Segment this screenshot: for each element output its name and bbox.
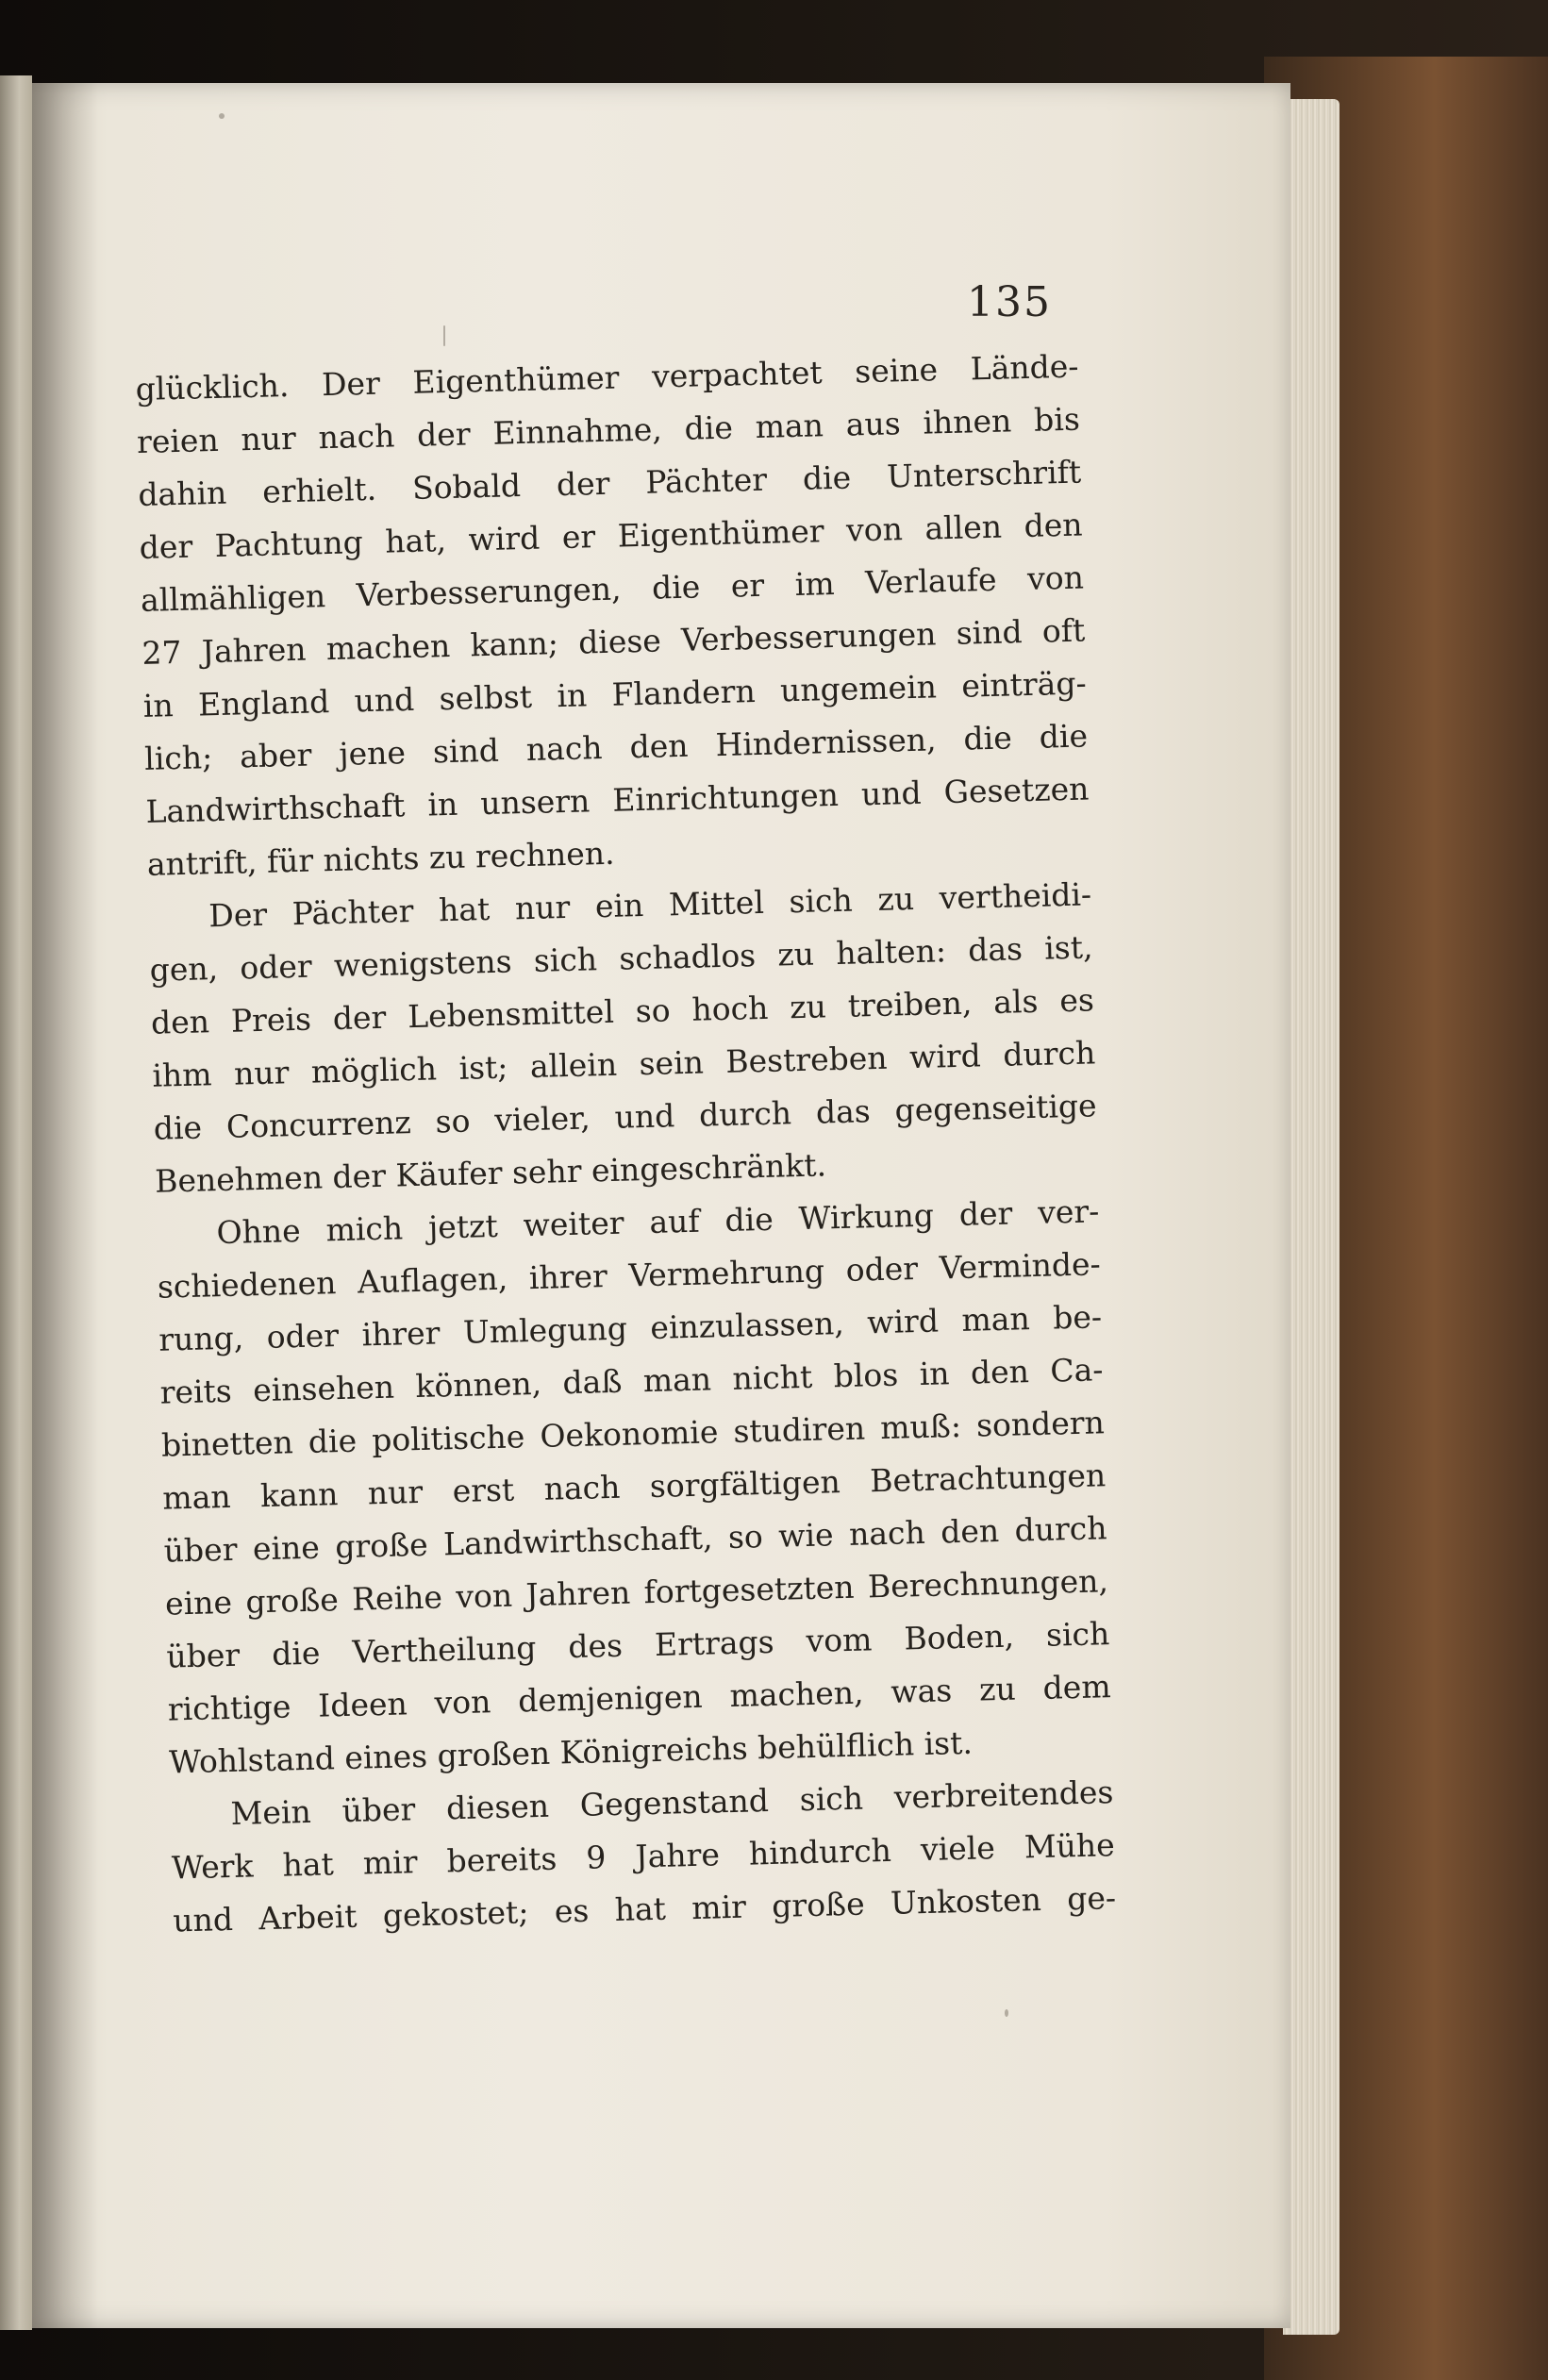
text-line: reits einsehen können, daß man nicht blos in den Ca- bbox=[159, 1351, 1104, 1411]
text-line: die Concurrenz so vieler, und durch das gegenseitige bbox=[153, 1087, 1098, 1147]
text-line: den Preis der Lebensmittel so hoch zu treiben, als es bbox=[150, 981, 1095, 1041]
text-line: Landwirthschaft in unsern Einrichtungen und Gesetzen bbox=[145, 770, 1090, 830]
text-line: eine große Reihe von Jahren fortgesetzten Berechnungen, bbox=[164, 1562, 1109, 1623]
paragraph bbox=[135, 341, 1090, 891]
text-line: Wohlstand eines großen Königreichs behülflich ist. bbox=[168, 1723, 974, 1781]
body-text bbox=[135, 341, 1117, 1948]
text-line: man kann nur erst nach sorgfältigen Betrachtungen bbox=[161, 1456, 1107, 1517]
text-line: richtige Ideen von demjenigen machen, was zu dem bbox=[167, 1668, 1112, 1728]
text-line: der Pachtung hat, wird er Eigenthümer von allen den bbox=[139, 506, 1083, 566]
text-line: über eine große Landwirthschaft, so wie nach den durch bbox=[163, 1509, 1107, 1570]
text-line: in England und selbst in Flandern ungemein einträg- bbox=[142, 664, 1088, 724]
text-line: reien nur nach der Einnahme, die man aus ihnen bis bbox=[136, 400, 1081, 460]
text-line: schiedenen Auflagen, ihrer Vermehrung oder Verminde- bbox=[157, 1245, 1102, 1306]
text-line: Mein über diesen Gegenstand sich verbreitendes bbox=[230, 1773, 1114, 1832]
text-line: gen, oder wenigstens sich schadlos zu halten: das ist, bbox=[149, 928, 1093, 989]
page-stack-edge bbox=[1283, 99, 1340, 2335]
page-number: 135 bbox=[967, 278, 1052, 326]
text-line: antrift, für nichts zu rechnen. bbox=[146, 834, 615, 883]
paper-speck bbox=[1005, 2009, 1008, 2017]
paragraph bbox=[170, 1766, 1117, 1947]
text-line: Benehmen der Käufer sehr eingeschränkt. bbox=[154, 1146, 827, 1200]
facing-page-edge bbox=[0, 75, 32, 2330]
text-line: ihm nur möglich ist; allein sein Bestreben wird durch bbox=[151, 1034, 1096, 1094]
gutter-shadow bbox=[32, 83, 98, 2328]
text-line: über die Vertheilung des Ertrags vom Boden, sich bbox=[166, 1615, 1110, 1675]
paragraph bbox=[156, 1185, 1113, 1789]
paper-speck bbox=[219, 113, 225, 119]
text-line: Ohne mich jetzt weiter auf die Wirkung der ver- bbox=[216, 1192, 1100, 1252]
text-line: lich; aber jene sind nach den Hindernissen, die die bbox=[143, 717, 1089, 777]
text-line: Der Pächter hat nur ein Mittel sich zu vertheidi- bbox=[208, 875, 1092, 935]
text-line: dahin erhielt. Sobald der Pächter die Unterschrift bbox=[137, 453, 1082, 513]
text-line: rung, oder ihrer Umlegung einzulassen, wird man be- bbox=[158, 1298, 1103, 1358]
text-line: binetten die politische Oekonomie studiren muß: sondern bbox=[160, 1404, 1106, 1464]
paper-speck bbox=[443, 325, 445, 346]
text-line: allmähligen Verbesserungen, die er im Verlaufe von bbox=[140, 558, 1085, 619]
text-line: glücklich. Der Eigenthümer verpachtet seine Lände- bbox=[135, 347, 1079, 408]
text-line: Werk hat mir bereits 9 Jahre hindurch viele Mühe bbox=[171, 1826, 1116, 1887]
paragraph bbox=[148, 868, 1099, 1207]
text-line: und Arbeit gekostet; es hat mir große Unkosten ge- bbox=[172, 1879, 1117, 1939]
text-line: 27 Jahren machen kann; diese Verbesserungen sind oft bbox=[141, 611, 1086, 672]
